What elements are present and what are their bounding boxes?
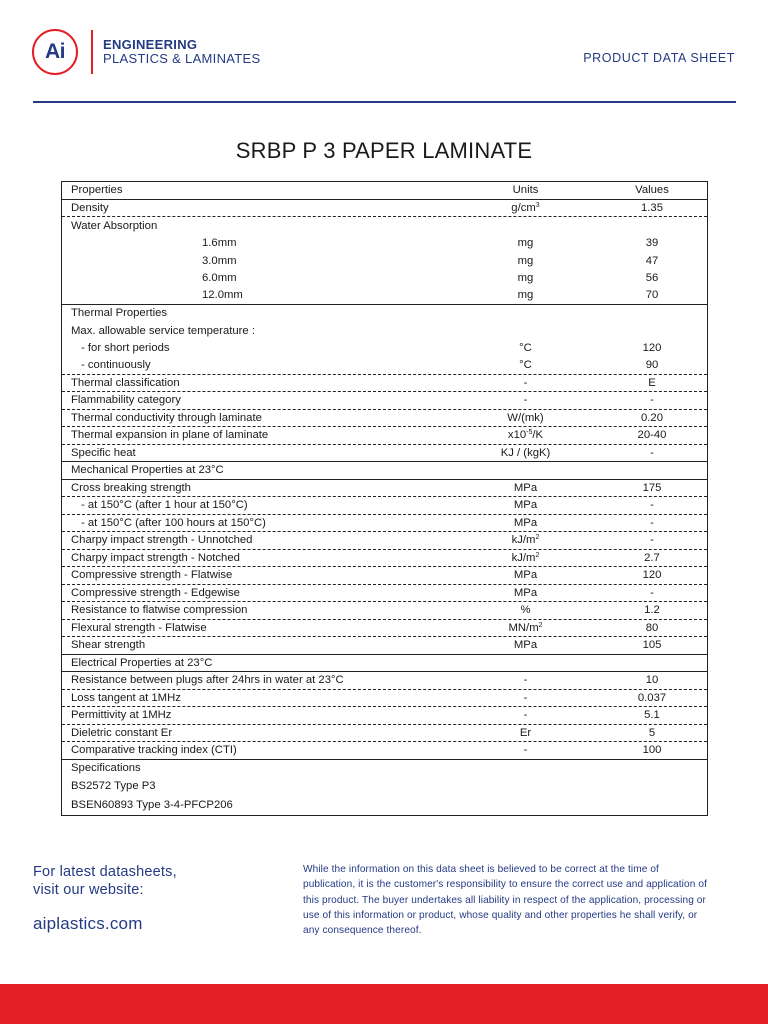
website-cta xyxy=(33,863,177,899)
cell-property: Comparative tracking index (CTI) xyxy=(71,744,237,757)
cell-units-text: MPa xyxy=(513,586,538,599)
cell-property: Thermal classification xyxy=(71,376,180,389)
cell-units-text: MPa xyxy=(513,516,538,529)
table-row xyxy=(62,392,707,410)
cell-units-text: g/cm xyxy=(511,201,536,214)
cell-units-text: W/(mk) xyxy=(507,411,544,424)
brand-line-2: PLASTICS & LAMINATES xyxy=(103,51,261,66)
cell-property: Charpy impact strength - Unnotched xyxy=(71,534,253,547)
header-divider xyxy=(33,101,736,103)
cell-units-superscript: 2 xyxy=(538,621,543,629)
cell-property: Shear strength xyxy=(71,639,146,652)
table-row xyxy=(62,252,707,270)
cell-value: 47 xyxy=(645,254,659,267)
cell-property: - for short periods xyxy=(81,342,170,355)
table-row xyxy=(62,357,707,375)
table-row xyxy=(62,322,707,340)
cell-units xyxy=(454,622,597,634)
table-row xyxy=(62,375,707,393)
header-units: Units xyxy=(512,184,539,197)
table-row xyxy=(62,445,707,463)
table-row xyxy=(62,725,707,743)
table-row xyxy=(62,480,707,498)
cell-value: 56 xyxy=(645,272,659,285)
table-row xyxy=(62,217,707,235)
cell-property: Water Absorption xyxy=(71,219,158,232)
cell-units xyxy=(454,255,597,267)
table-row xyxy=(62,690,707,708)
cell-units xyxy=(454,412,597,424)
cell-units xyxy=(454,482,597,494)
cell-property: - at 150°C (after 100 hours at 150°C) xyxy=(81,516,266,529)
document-title: SRBP P 3 PAPER LAMINATE xyxy=(235,138,533,163)
table-row xyxy=(62,760,707,778)
cell-value: 100 xyxy=(642,744,662,757)
cell-value: 10 xyxy=(645,674,659,687)
cell-value: 80 xyxy=(645,621,659,634)
cell-units xyxy=(454,692,597,704)
cell-units-text: MPa xyxy=(513,569,538,582)
cell-property: Resistance to flatwise compression xyxy=(71,604,248,617)
cell-units xyxy=(454,377,597,389)
cell-value: 5 xyxy=(648,726,656,739)
table-row xyxy=(62,567,707,585)
table-row xyxy=(62,287,707,305)
cell-value: 90 xyxy=(645,359,659,372)
cell-value: - xyxy=(650,586,654,599)
cell-property: - at 150°C (after 1 hour at 150°C) xyxy=(81,499,248,512)
brand-name xyxy=(103,38,260,66)
cell-property: 6.0mm xyxy=(202,272,237,285)
table-row xyxy=(62,270,707,288)
cell-value: 120 xyxy=(642,569,662,582)
table-row xyxy=(62,602,707,620)
table-row xyxy=(62,585,707,603)
cell-units xyxy=(454,447,597,459)
cell-units xyxy=(454,534,597,546)
cell-value: 70 xyxy=(645,289,659,302)
table-row xyxy=(62,235,707,253)
cell-units-text: °C xyxy=(519,342,532,355)
table-row xyxy=(62,707,707,725)
cell-value: 105 xyxy=(642,639,662,652)
cell-property: Thermal Properties xyxy=(71,307,168,320)
cell-property: Compressive strength - Flatwise xyxy=(71,569,233,582)
cell-units xyxy=(454,394,597,406)
cell-value: - xyxy=(650,499,654,512)
cell-units xyxy=(454,289,597,301)
table-row xyxy=(62,742,707,760)
cell-units xyxy=(454,569,597,581)
cell-property: Loss tangent at 1MHz xyxy=(71,691,181,704)
cell-units-text: kJ/m xyxy=(511,534,536,547)
cell-units xyxy=(454,342,597,354)
company-logo xyxy=(32,29,78,75)
cell-units xyxy=(454,237,597,249)
cell-units-text: MPa xyxy=(513,499,538,512)
cell-units xyxy=(454,744,597,756)
cell-units-text: - xyxy=(523,744,528,757)
table-row xyxy=(62,532,707,550)
cell-units-superscript: -5 xyxy=(526,429,533,437)
cell-property: Specific heat xyxy=(71,446,136,459)
logo-divider xyxy=(91,30,93,74)
header-properties: Properties xyxy=(71,184,123,197)
table-row xyxy=(62,795,707,815)
cell-units-superscript: 2 xyxy=(535,534,540,542)
cell-units-text: MN/m xyxy=(508,621,539,634)
cell-value: 39 xyxy=(645,237,659,250)
cell-units-text: mg xyxy=(517,237,534,250)
cell-units-text: - xyxy=(523,709,528,722)
cta-line-1: For latest datasheets, xyxy=(33,864,177,880)
footer-bar xyxy=(0,984,768,1024)
cell-value: 120 xyxy=(642,342,662,355)
table-header-row xyxy=(62,182,707,200)
cell-property: Electrical Properties at 23°C xyxy=(71,656,213,669)
cell-units-text: mg xyxy=(517,272,534,285)
table-body xyxy=(62,200,707,815)
cell-value: 0.037 xyxy=(637,691,667,704)
cell-units xyxy=(454,429,597,441)
brand-line-1: ENGINEERING xyxy=(103,37,198,52)
table-row xyxy=(62,497,707,515)
cell-units-superscript: 3 xyxy=(535,201,540,209)
table-row xyxy=(62,427,707,445)
cell-units xyxy=(454,727,597,739)
cell-property: BSEN60893 Type 3-4-PFCP206 xyxy=(71,798,233,811)
document-type: PRODUCT DATA SHEET xyxy=(583,51,735,65)
cta-line-2: visit our website: xyxy=(33,882,144,898)
cell-property: Specifications xyxy=(71,762,141,775)
cell-units xyxy=(454,359,597,371)
cell-value: 20-40 xyxy=(637,429,667,442)
cell-value: - xyxy=(650,516,654,529)
cell-property: Flammability category xyxy=(71,394,181,407)
cell-units-text: x10 xyxy=(507,429,527,442)
cell-value: E xyxy=(648,376,656,389)
cell-units xyxy=(454,552,597,564)
cell-units-text: - xyxy=(523,674,528,687)
table-row xyxy=(62,515,707,533)
cell-property: Flexural strength - Flatwise xyxy=(71,621,207,634)
cell-property: BS2572 Type P3 xyxy=(71,779,156,792)
cell-units xyxy=(454,499,597,511)
cell-property: Density xyxy=(71,201,109,214)
cell-value: - xyxy=(650,446,654,459)
cell-units xyxy=(454,587,597,599)
table-row xyxy=(62,637,707,655)
cell-property: Cross breaking strength xyxy=(71,481,191,494)
cell-value: 2.7 xyxy=(644,551,660,564)
cell-units-text: kJ/m xyxy=(511,551,536,564)
cell-units-text: °C xyxy=(519,359,532,372)
cell-property: Max. allowable service temperature : xyxy=(71,324,255,337)
cell-units-text: KJ / (kgK) xyxy=(500,446,551,459)
properties-table xyxy=(61,181,708,816)
cell-property: Dieletric constant Er xyxy=(71,726,173,739)
cell-units-text: % xyxy=(520,604,531,617)
cell-units xyxy=(454,709,597,721)
cell-units-text: mg xyxy=(517,254,534,267)
table-row xyxy=(62,305,707,323)
cell-units-text: Er xyxy=(519,726,532,739)
table-row xyxy=(62,655,707,673)
cell-units xyxy=(454,674,597,686)
cell-property: 3.0mm xyxy=(202,254,237,267)
cell-property: Thermal conductivity through laminate xyxy=(71,411,262,424)
cell-units-text: - xyxy=(523,394,528,407)
website-link[interactable]: aiplastics.com xyxy=(33,914,143,933)
cell-value: 1.35 xyxy=(641,201,663,214)
cell-property: Mechanical Properties at 23°C xyxy=(71,464,224,477)
table-row xyxy=(62,200,707,218)
cell-units-text: MPa xyxy=(513,481,538,494)
cell-value: 5.1 xyxy=(644,709,660,722)
disclaimer-text: While the information on this data sheet is believed to be correct at the time of publication, it is the customer's responsibility to ensure the correct use and application of this product. The buyer undertakes all liability in respect of the application, processing or use of this information or product, whose quality and other properties he shall verify, or any consequence thereof. xyxy=(303,864,707,937)
logo-text: Ai xyxy=(45,40,65,63)
table-row xyxy=(62,410,707,428)
table-row xyxy=(62,777,707,795)
cell-property: 12.0mm xyxy=(202,289,243,302)
cell-value: 0.20 xyxy=(641,411,663,424)
cell-property: Permittivity at 1MHz xyxy=(71,709,172,722)
cell-units xyxy=(454,639,597,651)
cell-property: Compressive strength - Edgewise xyxy=(71,586,240,599)
header-values: Values xyxy=(635,184,669,197)
cell-units xyxy=(454,604,597,616)
table-row xyxy=(62,672,707,690)
table-row xyxy=(62,550,707,568)
cell-property: Thermal expansion in plane of laminate xyxy=(71,429,269,442)
cell-units-text: MPa xyxy=(513,639,538,652)
cell-units xyxy=(454,202,597,214)
cell-units-text: - xyxy=(523,691,528,704)
cell-property: Resistance between plugs after 24hrs in water at 23°C xyxy=(71,674,344,687)
cell-property: 1.6mm xyxy=(202,237,237,250)
cell-units xyxy=(454,517,597,529)
cell-units-tail: /K xyxy=(532,429,544,442)
cell-value: - xyxy=(650,394,654,407)
cell-units xyxy=(454,272,597,284)
cell-property: Charpy impact strength - Notched xyxy=(71,551,240,564)
cell-value: 175 xyxy=(642,481,662,494)
cell-value: 1.2 xyxy=(644,604,660,617)
cell-value: - xyxy=(650,534,654,547)
cell-units-text: - xyxy=(523,376,528,389)
table-row xyxy=(62,462,707,480)
table-row xyxy=(62,620,707,638)
cell-units-superscript: 2 xyxy=(535,551,540,559)
table-row xyxy=(62,340,707,358)
cell-units-text: mg xyxy=(517,289,534,302)
cell-property: - continuously xyxy=(81,359,151,372)
